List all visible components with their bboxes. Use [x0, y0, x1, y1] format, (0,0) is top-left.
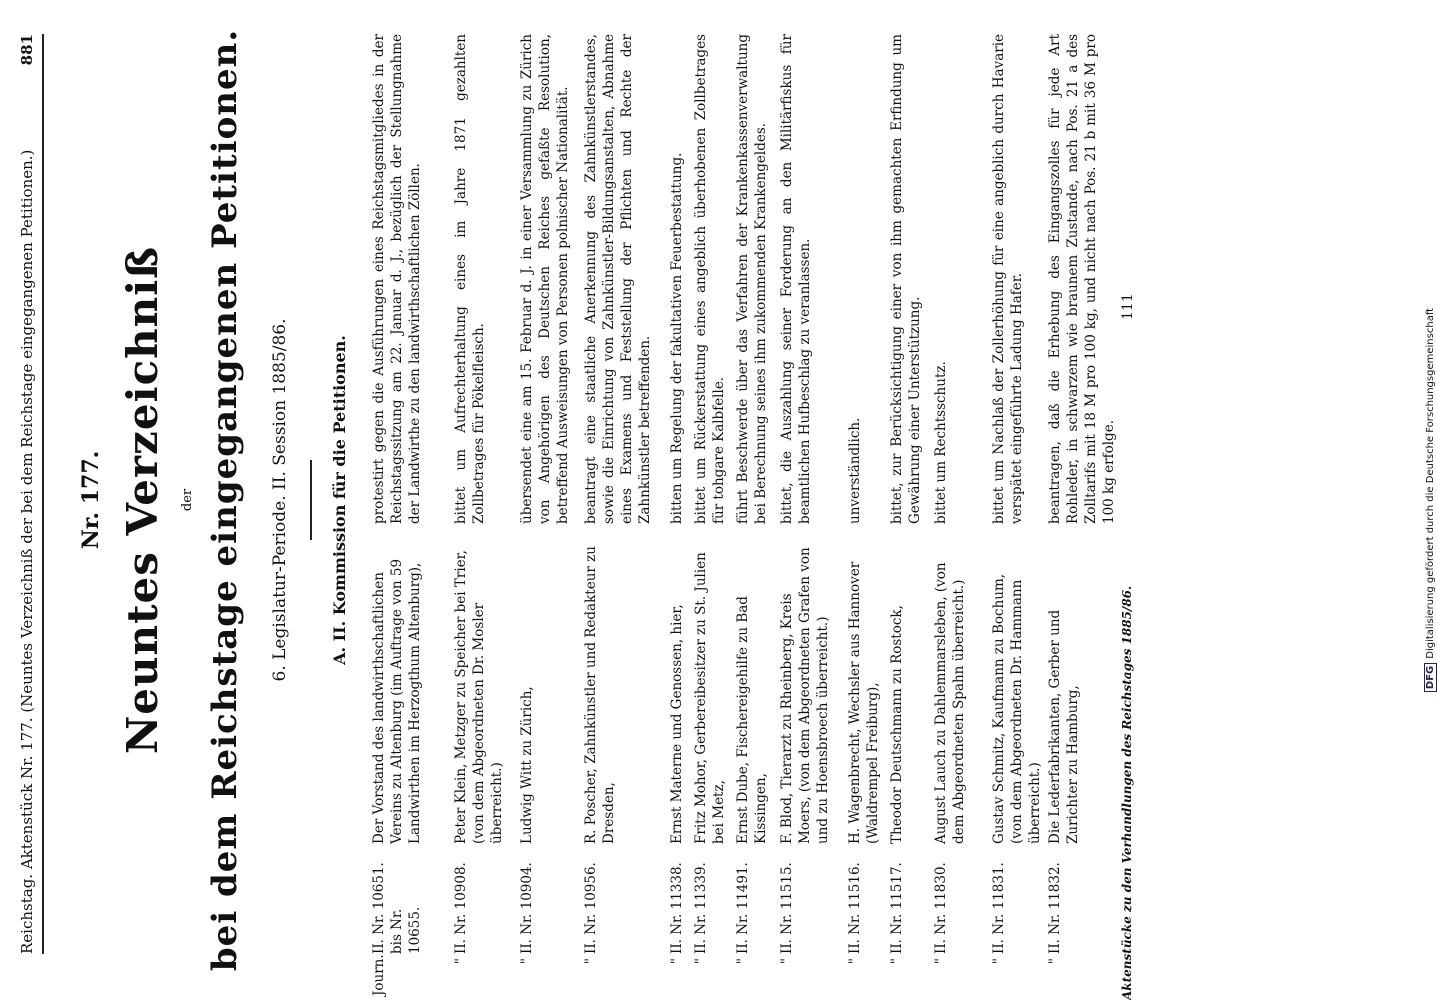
entry-marker: ": [453, 958, 469, 965]
entry-petitioner: Gustav Schmitz, Kaufmann zu Bochum, (von dem Abgeordneten Dr. Hammann überreicht.): [991, 573, 1043, 844]
funding-note: [1424, 0, 1437, 1000]
entry-marker: ": [779, 958, 795, 965]
entry-marker: ": [669, 958, 685, 965]
entry-marker: ": [519, 958, 535, 965]
entry-number: II. Nr. 11830.: [933, 862, 949, 954]
entry-request: protestirt gegen die Ausführungen eines Reichstagsmitgliedes in der Reichstagssitzung am 22. Januar d. J., bezüglich der Stellungnahme der Landwirthe zu den landwirthschaftlichen Zöllen.: [371, 34, 423, 524]
entry-marker: ": [583, 958, 599, 965]
divider: [310, 460, 312, 540]
entry-marker: Journ.: [371, 954, 387, 996]
document-number: Nr. 177.: [78, 450, 104, 550]
entry-request: bittet um Nachlaß der Zollerhöhung für eine angeblich durch Havarie verspätet eingeführte Ladung Hafer.: [991, 34, 1025, 524]
entry-request: führt Beschwerde über das Verfahren der Krankenkassenverwaltung bei Berechnung seines ihm zukommenden Krankengeldes.: [735, 34, 769, 524]
entry-petitioner: August Lauch zu Dahlemmarsleben, (von dem Abgeordneten Spahn überreicht.): [933, 562, 967, 844]
entry-request: bitten um Regelung der fakultativen Feuerbestattung.: [669, 152, 685, 524]
entry-marker: ": [735, 958, 751, 965]
title-connector: der: [180, 488, 195, 512]
entry-petitioner: Peter Klein, Metzger zu Speicher bei Trier, (von dem Abgeordneten Dr. Mosler überreicht.): [453, 550, 505, 844]
entry-petitioner: H. Wagenbrecht, Wechsler aus Hannover (Waldrempel Freiburg),: [847, 561, 881, 844]
entry-marker: ": [847, 958, 863, 965]
entry-number: II. Nr. 11338.: [669, 862, 685, 954]
running-header: [8, 34, 44, 954]
session-line: 6. Legislatur-Periode. II. Session 1885/86.: [270, 318, 290, 682]
entry-request: beantragen, daß die Erhebung des Eingangszolles für jede Art Rohleder, in schwarzem wie braunem Zustande, nach Pos. 21 a des Zolltarifs mit 18 M pro 100 kg, und nicht nach Pos. 21 b mit 36 M pro 100 kg erfolge.: [1047, 34, 1117, 524]
entry-petitioner: Der Vorstand des landwirthschaftlichen Vereins zu Altenburg (im Auftrage von 59 Landwirthen im Herzogthum Altenburg),: [371, 558, 423, 844]
entry-request: unverständlich.: [847, 417, 863, 524]
entry-marker: ": [1047, 958, 1063, 965]
page-number: 881: [18, 34, 36, 66]
entry-number: II. Nr. 11516.: [847, 862, 863, 954]
dfg-logo-icon: DFG: [1424, 663, 1437, 692]
entry-number: II. Nr. 10651. bis Nr. 10655.: [371, 862, 423, 954]
section-heading: A. II. Kommission für die Petitionen.: [330, 335, 349, 665]
entry-number: II. Nr. 11517.: [889, 862, 905, 954]
entry-number: II. Nr. 10908.: [453, 862, 469, 954]
entry-number: II. Nr. 11515.: [779, 862, 795, 954]
entry-number: II. Nr. 11832.: [1047, 862, 1063, 954]
entry-marker: ": [933, 958, 949, 965]
entry-petitioner: Ludwig Witt zu Zürich,: [519, 686, 535, 844]
entry-petitioner: Ernst Materne und Genossen, hier,: [669, 604, 685, 844]
entry-number: II. Nr. 11339.: [693, 862, 709, 954]
subtitle: bei dem Reichstage eingegangenen Petitionen.: [205, 28, 245, 972]
entry-marker: ": [693, 958, 709, 965]
funding-note-text: Digitalisierung gefördert durch die Deutsche Forschungsgemeinschaft: [1425, 307, 1436, 659]
entry-number: II. Nr. 11491.: [735, 862, 751, 954]
entry-request: bittet um Aufrechterhaltung eines im Jahre 1871 gezahlten Zollbetrages für Pökelfleisch.: [453, 34, 487, 524]
entry-request: bittet um Rechtsschutz.: [933, 361, 949, 524]
entry-petitioner: Die Lederfabrikanten, Gerber und Zurichter zu Hamburg,: [1047, 609, 1081, 844]
entry-number: II. Nr. 11831.: [991, 862, 1007, 954]
title: Neuntes Verzeichniß: [118, 245, 167, 755]
entry-number: II. Nr. 10956.: [583, 862, 599, 954]
entry-request: übersendet eine am 15. Februar d. J. in einer Versammlung zu Zürich von Angehörigen des Deutschen Reiches gefaßte Resolution, betreffend Ausweisungen von Personen polnischer Nationalität.: [519, 34, 571, 524]
entry-number: II. Nr. 10904.: [519, 862, 535, 954]
entry-petitioner: R. Poscher, Zahnkünstler und Redakteur zu Dresden,: [583, 546, 617, 844]
footer-note: Aktenstücke zu den Verhandlungen des Reichstages 1885/86.: [1120, 585, 1134, 1000]
running-header-title: Reichstag. Aktenstück Nr. 177. (Neuntes Verzeichniß der bei dem Reichstage eingegangenen Petitionen.): [18, 149, 36, 954]
entry-petitioner: Fritz Mohor, Gerbereibesitzer zu St. Julien bei Metz,: [693, 552, 727, 844]
bottom-page-number: 111: [1120, 293, 1136, 320]
entry-request: bittet, die Auszahlung seiner Forderung an den Militärfiskus für beamtlichen Hufbeschlag zu veranlassen.: [779, 34, 813, 524]
entry-petitioner: F. Blod, Tierarzt zu Rheinberg, Kreis Moers, (von dem Abgeordneten Grafen von und zu Hoensbroech überreicht.): [779, 547, 831, 844]
entry-request: bittet um Rückerstattung eines angeblich überhobenen Zollbetrages für tohgare Kalbfelle.: [693, 34, 727, 524]
entry-petitioner: Theodor Deutschmann zu Rostock,: [889, 605, 905, 844]
entry-marker: ": [889, 958, 905, 965]
entry-petitioner: Ernst Dube, Fischereigehilfe zu Bad Kissingen,: [735, 596, 769, 844]
entry-marker: ": [991, 958, 1007, 965]
entry-request: beantragt eine staatliche Anerkennung des Zahnkünstlerstandes, sowie die Einrichtung von Zahnkünstler-Bildungsanstalten, Abnahme eines Examens und Feststellung der Pflichten und Rechte der Zahnkünstler betreffenden.: [583, 34, 653, 524]
entry-request: bittet, zur Berücksichtigung einer von ihm gemachten Erfindung um Gewährung einer Unterstützung.: [889, 34, 923, 524]
